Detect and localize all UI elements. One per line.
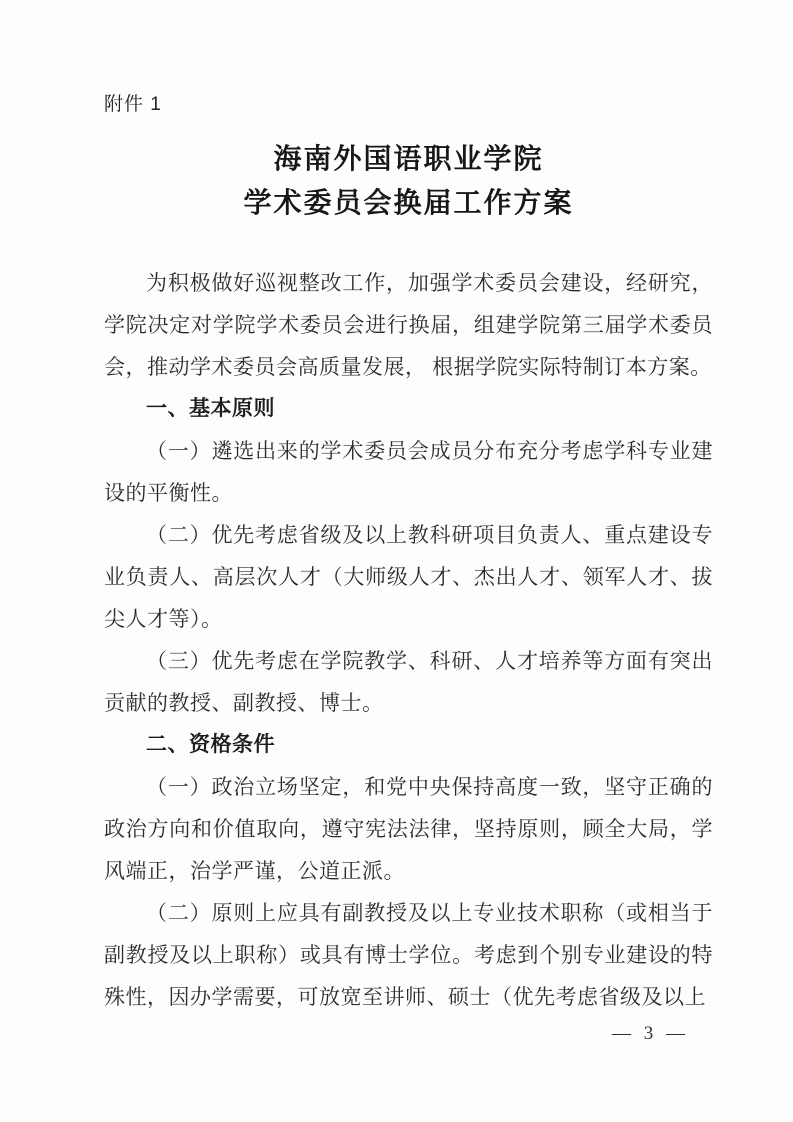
document-title-line2: 学术委员会换届工作方案 [243, 188, 574, 219]
paragraph-condition-2: （二）原则上应具有副教授及以上专业技术职称（或相当于副教授及以上职称）或具有博士学位。考虑到个别专业建设的特殊性，因办学需要，可放宽至讲师、硕士（优先考虑省级及以上 [104, 901, 713, 1009]
paragraph-principle-3: （三）优先考虑在学院教学、科研、人才培养等方面有突出贡献的教授、副教授、博士。 [104, 649, 713, 715]
section-heading-qualification-conditions: 二、资格条件 [146, 733, 275, 756]
paragraph-principle-1: （一）遴选出来的学术委员会成员分布充分考虑学科专业建设的平衡性。 [104, 439, 713, 505]
attachment-label: 附件 1 [104, 94, 162, 115]
page-number: — 3 — [612, 1023, 689, 1044]
document-title [104, 138, 713, 226]
section-heading-basic-principles: 一、基本原则 [146, 397, 275, 420]
document-body [104, 262, 713, 1018]
paragraph-principle-2: （二）优先考虑省级及以上教科研项目负责人、重点建设专业负责人、高层次人才（大师级人才、杰出人才、领军人才、拔尖人才等）。 [104, 523, 713, 631]
paragraph-intro: 为积极做好巡视整改工作，加强学术委员会建设，经研究，学院决定对学院学术委员会进行换届，组建学院第三届学术委员会，推动学术委员会高质量发展， 根据学院实际特制订本方案。 [104, 271, 713, 379]
document-content [104, 0, 713, 1047]
document-title-line1: 海南外国语职业学院 [273, 144, 544, 175]
paragraph-condition-1: （一）政治立场坚定，和党中央保持高度一致，坚守正确的政治方向和价值取向，遵守宪法法律，坚持原则，顾全大局，学风端正，治学严谨，公道正派。 [104, 775, 713, 883]
